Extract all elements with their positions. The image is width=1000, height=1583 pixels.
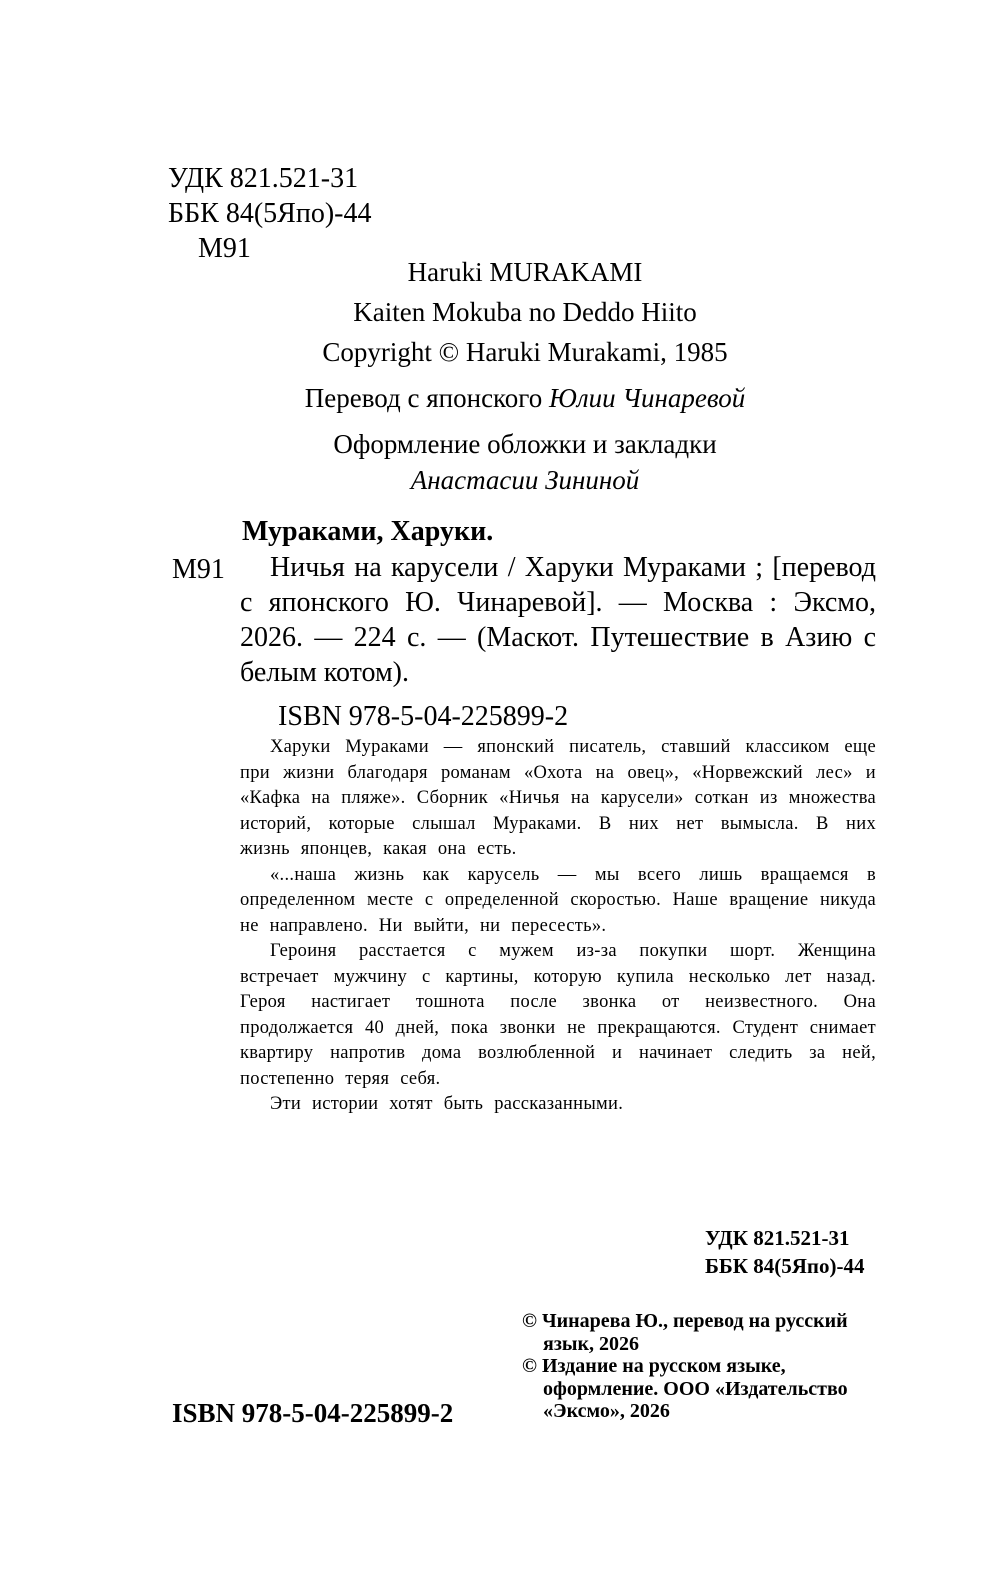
annotation-paragraph: Эти истории хотят быть рассказанными. [270, 1094, 624, 1114]
catalog-description: Ничья на карусели / Харуки Мураками ; [перевод с японского Ю. Чинаревой]. — Москва : Эксмо, 2026. — 224 с. — (Маскот. Путешествие в Азию с белым котом). [240, 552, 876, 688]
bottom-classification-codes [705, 1224, 865, 1280]
annotation-paragraph: Героиня расстается с мужем из-за покупки шорт. Женщина встречает мужчину с картины, которую купила несколько лет назад. Героя настигает тошнота после звонка от неизвестного. Она продолжается 40 дней, пока звонки не прекращаются. Студент снимает квартиру напротив дома возлюбленной и начинает следить за ней, постепенно теряя себя. [240, 941, 876, 1089]
copyright-item [522, 1355, 894, 1423]
original-edition-block [165, 252, 885, 496]
top-classification-codes [168, 161, 371, 266]
bottom-isbn: ISBN 978-5-04-225899-2 [172, 1398, 454, 1428]
bottom-udc-code: УДК 821.521-31 [705, 1226, 850, 1250]
original-title: Kaiten Mokuba no Deddo Hiito [353, 297, 697, 327]
copyright-symbol: © [522, 1355, 537, 1378]
copyright-symbol: © [522, 1310, 537, 1332]
translator-name: Юлии Чинаревой [548, 383, 746, 413]
author-sign: М91 [198, 233, 251, 264]
catalog-isbn: ISBN 978-5-04-225899-2 [278, 701, 569, 732]
translation-credit [165, 378, 885, 418]
udc-code: УДК 821.521-31 [168, 163, 359, 194]
catalog-card [160, 514, 876, 734]
annotation-paragraph: «...наша жизнь как карусель — мы всего лишь вращаемся в определенном месте с определенной скоростью. Наше вращение никуда не направлено. Ни выйти, ни пересесть». [240, 864, 876, 936]
design-credit: Оформление обложки и закладки [333, 429, 717, 459]
copyright-item [522, 1310, 894, 1355]
copyright-notices [522, 1310, 894, 1423]
catalog-author-sign: М91 [172, 554, 225, 585]
bbk-code: ББК 84(5Япо)-44 [168, 198, 372, 229]
annotation-paragraph: Харуки Мураками — японский писатель, ставший классиком еще при жизни благодаря романам «Охота на овец», «Норвежский лес» и «Кафка на пляже». Сборник «Ничья на карусели» соткан из множества историй, которые слышал Мураками. В них нет вымысла. В них жизнь японцев, какая она есть. [240, 737, 876, 859]
original-author: Haruki MURAKAMI [407, 257, 643, 287]
annotation-block [240, 735, 876, 1118]
copyright-text: Чинарева Ю., перевод на русский язык, 2026 [541, 1310, 848, 1355]
catalog-body [160, 550, 876, 690]
catalog-heading: Мураками, Харуки. [242, 516, 494, 547]
translation-credit-prefix: Перевод с японского [304, 383, 543, 413]
copyright-text: Издание на русском языке, оформление. ООО «Издательство «Эксмо», 2026 [541, 1355, 848, 1423]
designer-name: Анастасии Зининой [410, 465, 640, 495]
bottom-bbk-code: ББК 84(5Япо)-44 [705, 1254, 865, 1278]
original-copyright: Copyright © Haruki Murakami, 1985 [322, 337, 728, 367]
